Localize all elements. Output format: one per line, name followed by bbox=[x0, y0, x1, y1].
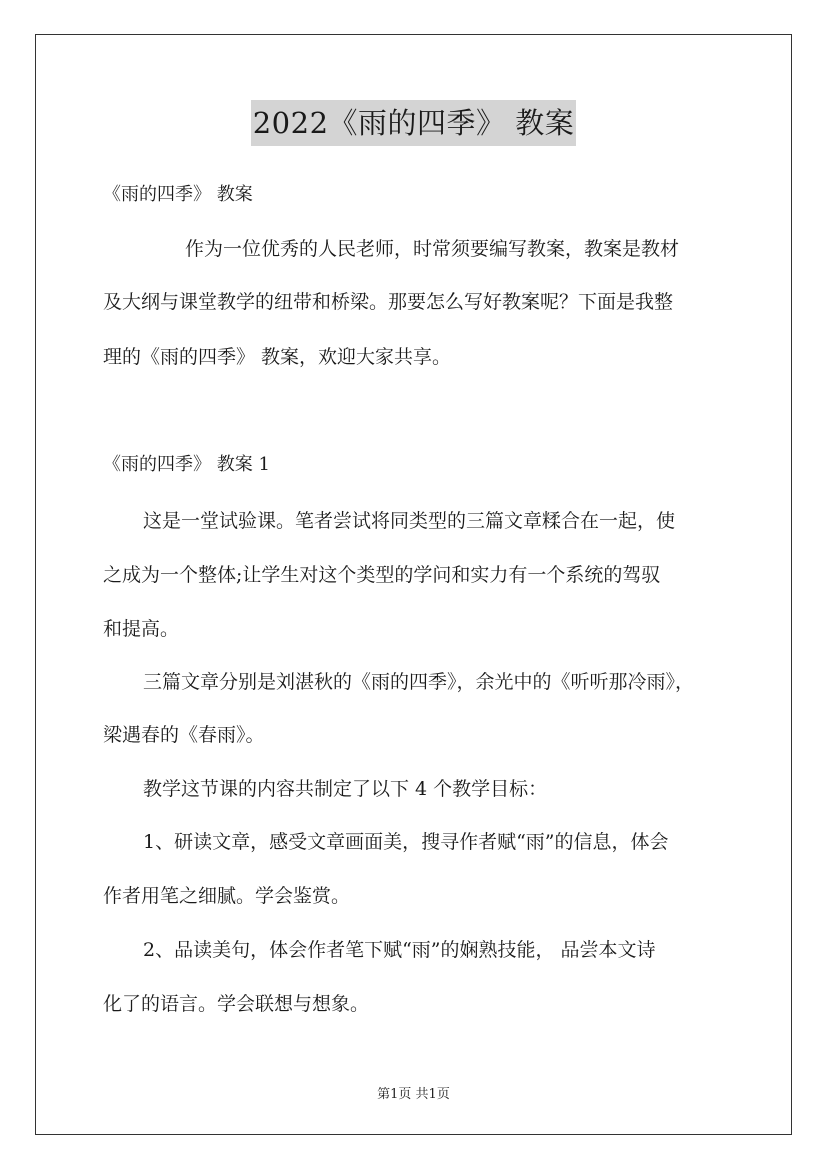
paragraph-line: 这是一堂试验课。笔者尝试将同类型的三篇文章糅合在一起，使 bbox=[143, 510, 676, 532]
document-title-wrap bbox=[0, 100, 827, 146]
paragraph-line: 和提高。 bbox=[103, 618, 180, 640]
section-heading: 《雨的四季》 教案 1 bbox=[103, 454, 270, 475]
paragraph-line: 梁遇春的《春雨》。 bbox=[103, 724, 265, 746]
paragraph-line: 之成为一个整体;让学生对这个类型的学问和实力有一个系统的驾驭 bbox=[103, 564, 661, 586]
paragraph-line: 2、品读美句，体会作者笔下赋“雨”的娴熟技能， 品尝本文诗 bbox=[143, 939, 656, 961]
intro-line-2: 及大纲与课堂教学的纽带和桥梁。那要怎么写好教案呢？下面是我整 bbox=[103, 291, 674, 313]
subtitle: 《雨的四季》 教案 bbox=[103, 184, 253, 205]
paragraph-line: 教学这节课的内容共制定了以下 4 个教学目标： bbox=[143, 778, 548, 800]
intro-line-3: 理的《雨的四季》 教案，欢迎大家共享。 bbox=[103, 346, 452, 368]
paragraph-line: 化了的语言。学会联想与想象。 bbox=[103, 993, 370, 1015]
paragraph-line: 1、研读文章，感受文章画面美，搜寻作者赋“雨”的信息，体会 bbox=[143, 831, 669, 853]
document-title: 2022《雨的四季》 教案 bbox=[251, 100, 577, 146]
page-footer: 第1页 共1页 bbox=[377, 1087, 450, 1102]
intro-line-1: 作为一位优秀的人民老师，时常须要编写教案，教案是教材 bbox=[185, 238, 680, 260]
paragraph-line: 三篇文章分别是刘湛秋的《雨的四季》，余光中的《听听那冷雨》， bbox=[143, 671, 695, 693]
paragraph-line: 作者用笔之细腻。学会鉴赏。 bbox=[103, 885, 351, 907]
